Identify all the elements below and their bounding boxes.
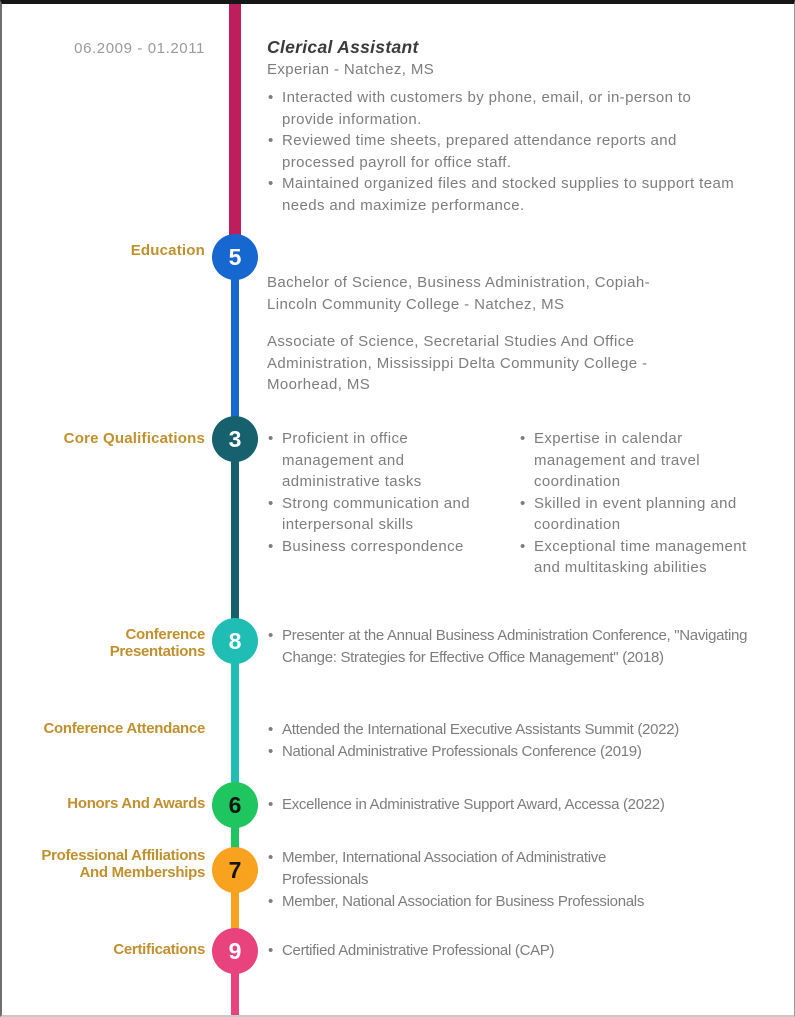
timeline-node-honors-awards	[212, 782, 258, 828]
timeline-segment-teal	[231, 439, 239, 641]
experience-bullet: • Maintained organized files and stocked supplies to support team needs and maximize performance.	[267, 173, 737, 216]
section-label-affiliations: Professional Affiliations And Memberships	[41, 847, 205, 881]
affiliations-list	[267, 847, 682, 913]
conference-presentations-list	[267, 625, 767, 669]
section-label-honors-awards: Honors And Awards	[67, 795, 205, 812]
core-qualifications-right-column	[519, 428, 759, 579]
honor-bullet: • Excellence in Administrative Support Award, Accessa (2022)	[267, 794, 787, 816]
education-degree: Associate of Science, Secretarial Studies And Office Administration, Mississippi Delta Community College - Moorhead, MS	[267, 333, 648, 393]
timeline-node-certifications	[212, 928, 258, 974]
attendance-bullet: • Attended the International Executive Assistants Summit (2022)	[267, 719, 787, 741]
timeline-node-number: 6	[228, 791, 242, 818]
timeline-node-number: 3	[228, 425, 242, 452]
experience-bullet-list	[267, 87, 737, 216]
qualification-bullet: • Exceptional time management and multitasking abilities	[519, 536, 759, 579]
education-degree: Bachelor of Science, Business Administration, Copiah-Lincoln Community College - Natchez, MS	[267, 274, 651, 313]
core-qualifications-left-column	[267, 428, 495, 557]
membership-bullet: • Member, International Association of Administrative Professionals	[267, 847, 682, 891]
timeline-node-number: 9	[228, 937, 242, 964]
qualification-bullet: • Proficient in office management and administrative tasks	[267, 428, 495, 493]
qualification-bullet: • Expertise in calendar management and travel coordination	[519, 428, 759, 493]
honors-awards-list	[267, 794, 787, 816]
experience-date-range: 06.2009 - 01.2011	[74, 40, 205, 57]
job-company: Experian - Natchez, MS	[267, 61, 435, 78]
timeline-node-number: 8	[228, 627, 242, 654]
timeline-node-number: 7	[228, 856, 242, 883]
timeline-node-education	[212, 234, 258, 280]
experience-bullet: • Reviewed time sheets, prepared attendance reports and processed payroll for office staff.	[267, 130, 737, 173]
timeline-segment-blue	[231, 257, 239, 439]
section-label-core-qualifications: Core Qualifications	[63, 430, 205, 447]
attendance-bullet: • National Administrative Professionals Conference (2019)	[267, 741, 787, 763]
timeline-node-conference-presentations	[212, 618, 258, 664]
job-title: Clerical Assistant	[267, 37, 419, 57]
timeline-node-number: 5	[228, 243, 242, 270]
experience-bullet: • Interacted with customers by phone, email, or in-person to provide information.	[267, 87, 737, 130]
section-label-education: Education	[130, 242, 205, 259]
presentation-bullet: • Presenter at the Annual Business Administration Conference, "Navigating Change: Strategies for Effective Office Management" (2018)	[267, 625, 767, 669]
section-label-conference-attendance: Conference Attendance	[43, 720, 205, 737]
membership-bullet: • Member, National Association for Business Professionals	[267, 891, 682, 913]
qualification-bullet: • Business correspondence	[267, 536, 495, 558]
certification-bullet: • Certified Administrative Professional (CAP)	[267, 940, 767, 962]
timeline-node-core-qualifications	[212, 416, 258, 462]
timeline-segment-turquoise	[231, 641, 239, 805]
timeline-node-affiliations	[212, 847, 258, 893]
conference-attendance-list	[267, 719, 787, 763]
timeline-segment-crimson	[229, 4, 241, 257]
qualification-bullet: • Skilled in event planning and coordination	[519, 493, 759, 536]
section-label-certifications: Certifications	[113, 941, 205, 958]
qualification-bullet: • Strong communication and interpersonal skills	[267, 493, 495, 536]
certifications-list	[267, 940, 767, 962]
section-label-conference-presentations: Conference Presentations	[109, 626, 205, 660]
